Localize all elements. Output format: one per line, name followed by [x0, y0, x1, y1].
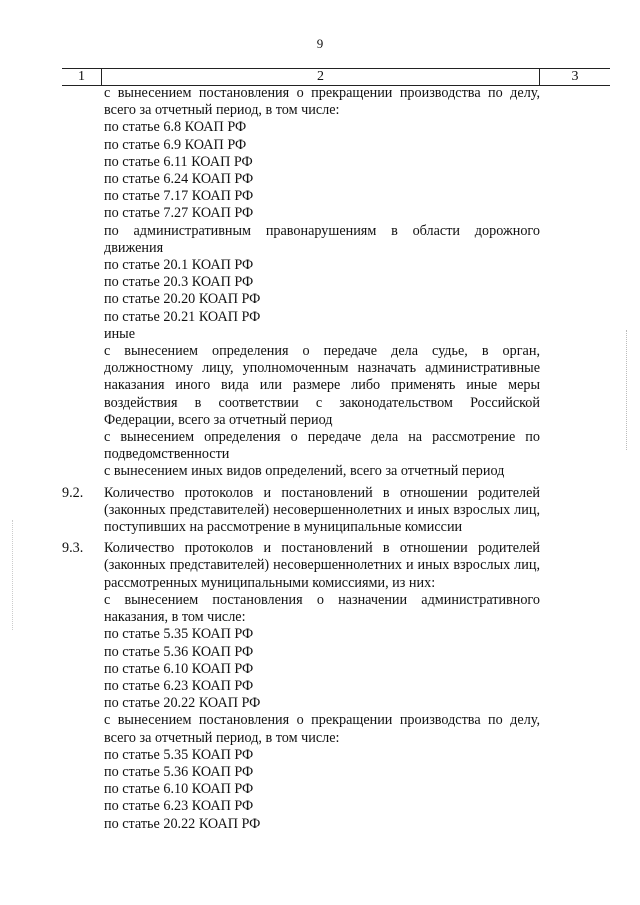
text-line: с вынесением постановления о прекращении производства по делу, всего за отчетный период, в том числе: [104, 85, 540, 119]
text-line: по статье 6.24 КОАП РФ [104, 171, 254, 188]
item-number: 9.3. [62, 540, 84, 557]
text-line: с вынесением определения о передаче дела судье, в орган, должностному лицу, уполномоченным назначать административные наказания иного вида или размере либо применять иные меры воздействия в соответствии с законодательством Российской Федерации, всего за отчетный период [104, 343, 540, 428]
item-text: Количество протоколов и постановлений в отношении родителей (законных представителей) несовершеннолетних и иных взрослых лиц, поступивших на рассмотрение в муниципальные комиссии [104, 484, 540, 536]
text-line: по статье 5.35 КОАП РФ [104, 746, 254, 763]
text-line: по статье 6.23 КОАП РФ [104, 798, 254, 815]
column-1-header: 1 [62, 69, 102, 85]
text-line: по статье 5.36 КОАП РФ [104, 643, 254, 660]
text-line: с вынесением постановления о прекращении производства по делу, всего за отчетный период, в том числе: [104, 712, 540, 746]
document-body [62, 85, 540, 833]
scan-artifact [626, 330, 628, 450]
text-line: по статье 5.35 КОАП РФ [104, 626, 254, 643]
text-line: по административным правонарушениям в области дорожного движения [104, 222, 540, 256]
text-line: по статье 6.10 КОАП РФ [104, 781, 254, 798]
text-line: по статье 20.20 КОАП РФ [104, 291, 261, 308]
text-line: с вынесением постановления о назначении административного наказания, в том числе: [104, 591, 540, 626]
item-9-3 [62, 540, 540, 592]
text-line: с вынесением иных видов определений, всего за отчетный период [104, 463, 505, 480]
table-header [62, 68, 610, 86]
item-text: Количество протоколов и постановлений в отношении родителей (законных представителей) несовершеннолетних и иных взрослых лиц, рассмотренных муниципальными комиссиями, из них: [104, 540, 540, 591]
text-line: по статье 6.11 КОАП РФ [104, 153, 253, 170]
page-number: 9 [316, 36, 324, 51]
text-line: с вынесением определения о передаче дела на рассмотрение по подведомственности [104, 429, 540, 463]
text-line: по статье 20.21 КОАП РФ [104, 308, 261, 325]
text-line: по статье 7.27 КОАП РФ [104, 205, 254, 222]
item-number: 9.2. [62, 484, 84, 501]
text-line: по статье 7.17 КОАП РФ [104, 188, 254, 205]
text-line: по статье 5.36 КОАП РФ [104, 763, 254, 780]
text-line: по статье 20.1 КОАП РФ [104, 257, 254, 274]
text-line: по статье 6.9 КОАП РФ [104, 136, 247, 153]
text-line: иные [104, 325, 136, 342]
column-3-header: 3 [571, 69, 579, 84]
item-9-2 [62, 485, 540, 537]
text-line: по статье 6.10 КОАП РФ [104, 660, 254, 677]
scan-artifact [12, 520, 14, 630]
column-2-header: 2 [102, 69, 540, 85]
text-line: по статье 20.22 КОАП РФ [104, 815, 261, 832]
text-line: по статье 6.8 КОАП РФ [104, 119, 247, 136]
text-line: по статье 6.23 КОАП РФ [104, 677, 254, 694]
text-line: по статье 20.3 КОАП РФ [104, 274, 254, 291]
text-line: по статье 20.22 КОАП РФ [104, 695, 261, 712]
